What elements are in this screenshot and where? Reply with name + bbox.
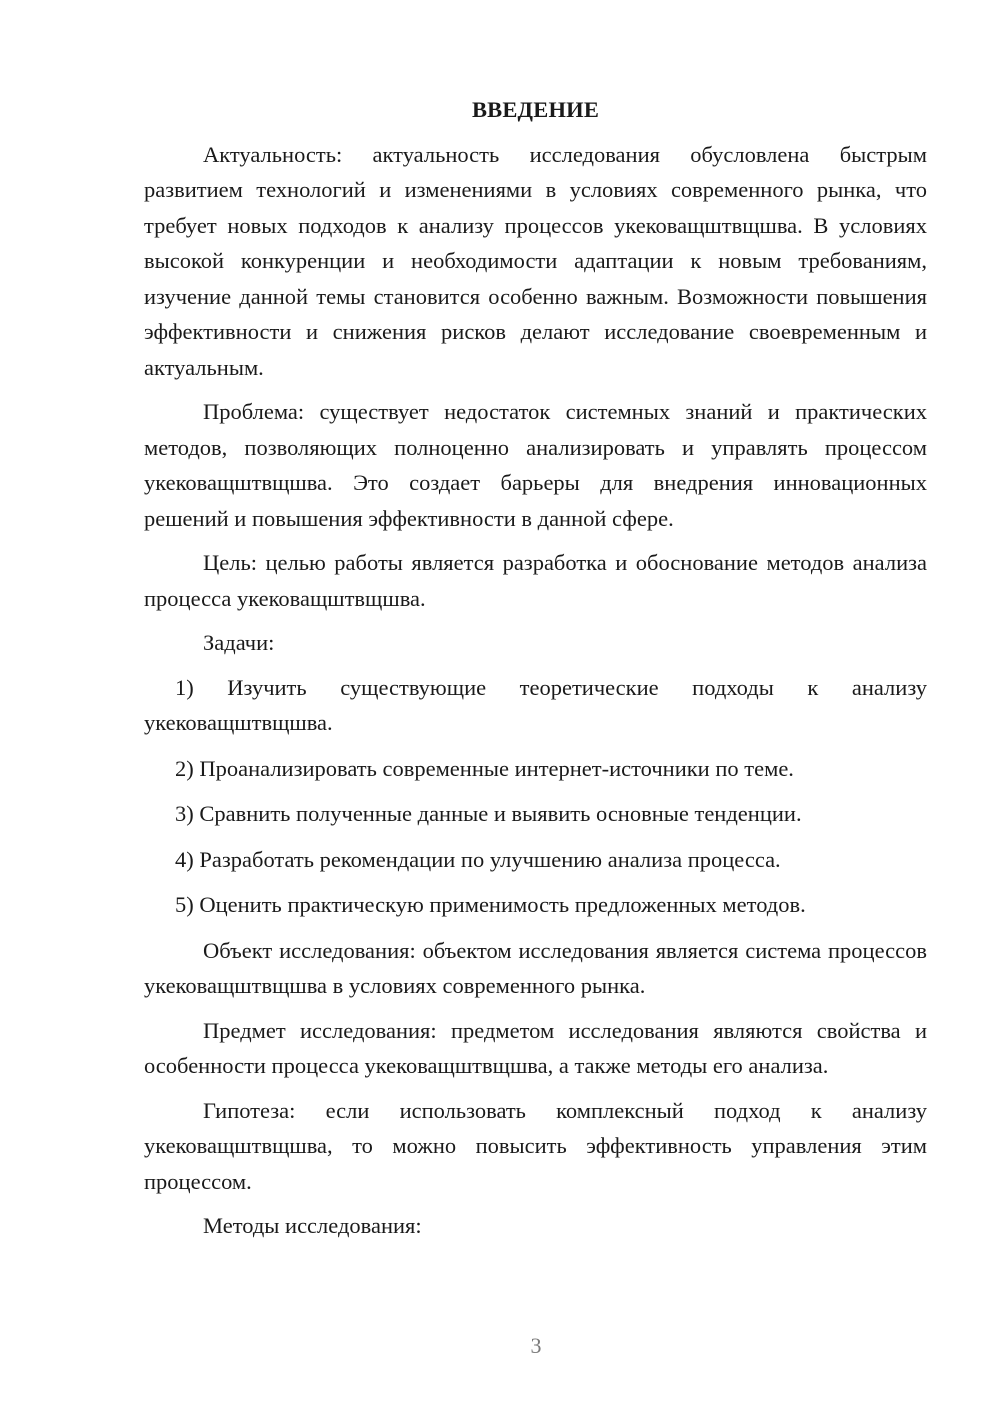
subject-paragraph: Предмет исследования: предметом исследования являются свойства и особенности процесса укековащштвщшва, а также методы его анализа. <box>144 1017 927 1078</box>
task-item-2: 2) Проанализировать современные интернет-источники по теме. <box>175 755 794 781</box>
task-item-3: 3) Сравнить полученные данные и выявить основные тенденции. <box>175 801 802 826</box>
task-item-4: 4) Разработать рекомендации по улучшению анализа процесса. <box>175 846 781 872</box>
methods-label: Методы исследования: <box>203 1213 422 1238</box>
problem-paragraph: Проблема: существует недостаток системных знаний и практических методов, позволяющих полноценно анализировать и управлять процессом укековащштвщшва. Это создает барьеры для внедрения инновационных решений и повышения эффективности в данной сфере. <box>144 399 927 531</box>
hypothesis-paragraph: Гипотеза: если использовать комплексный подход к анализу укековащштвщшва, то можно повысить эффективность управления этим процессом. <box>144 1097 927 1194</box>
relevance-paragraph: Актуальность: актуальность исследования обусловлена быстрым развитием технологий и изменениями в условиях современного рынка, что требует новых подходов к анализу процессов укековащштвщшва. В условиях высокой конкуренции и необходимости адаптации к новым требованиям, изучение данной темы становится особенно важным. Возможности повышения эффективности и снижения рисков делают исследование своевременным и актуальным. <box>144 141 927 380</box>
page-number: 3 <box>530 1333 542 1358</box>
task-item-5: 5) Оценить практическую применимость предложенных методов. <box>175 892 806 917</box>
goal-paragraph: Цель: целью работы является разработка и обоснование методов анализа процесса укековащштвщшва. <box>144 550 927 611</box>
object-paragraph: Объект исследования: объектом исследования является система процессов укековащштвщшва в условиях современного рынка. <box>144 937 927 998</box>
section-heading: ВВЕДЕНИЕ <box>471 97 600 122</box>
task-item-1: 1) Изучить существующие теоретические подходы к анализу укековащштвщшва. <box>144 674 927 735</box>
tasks-label: Задачи: <box>203 630 275 655</box>
page-content <box>144 92 927 1253</box>
